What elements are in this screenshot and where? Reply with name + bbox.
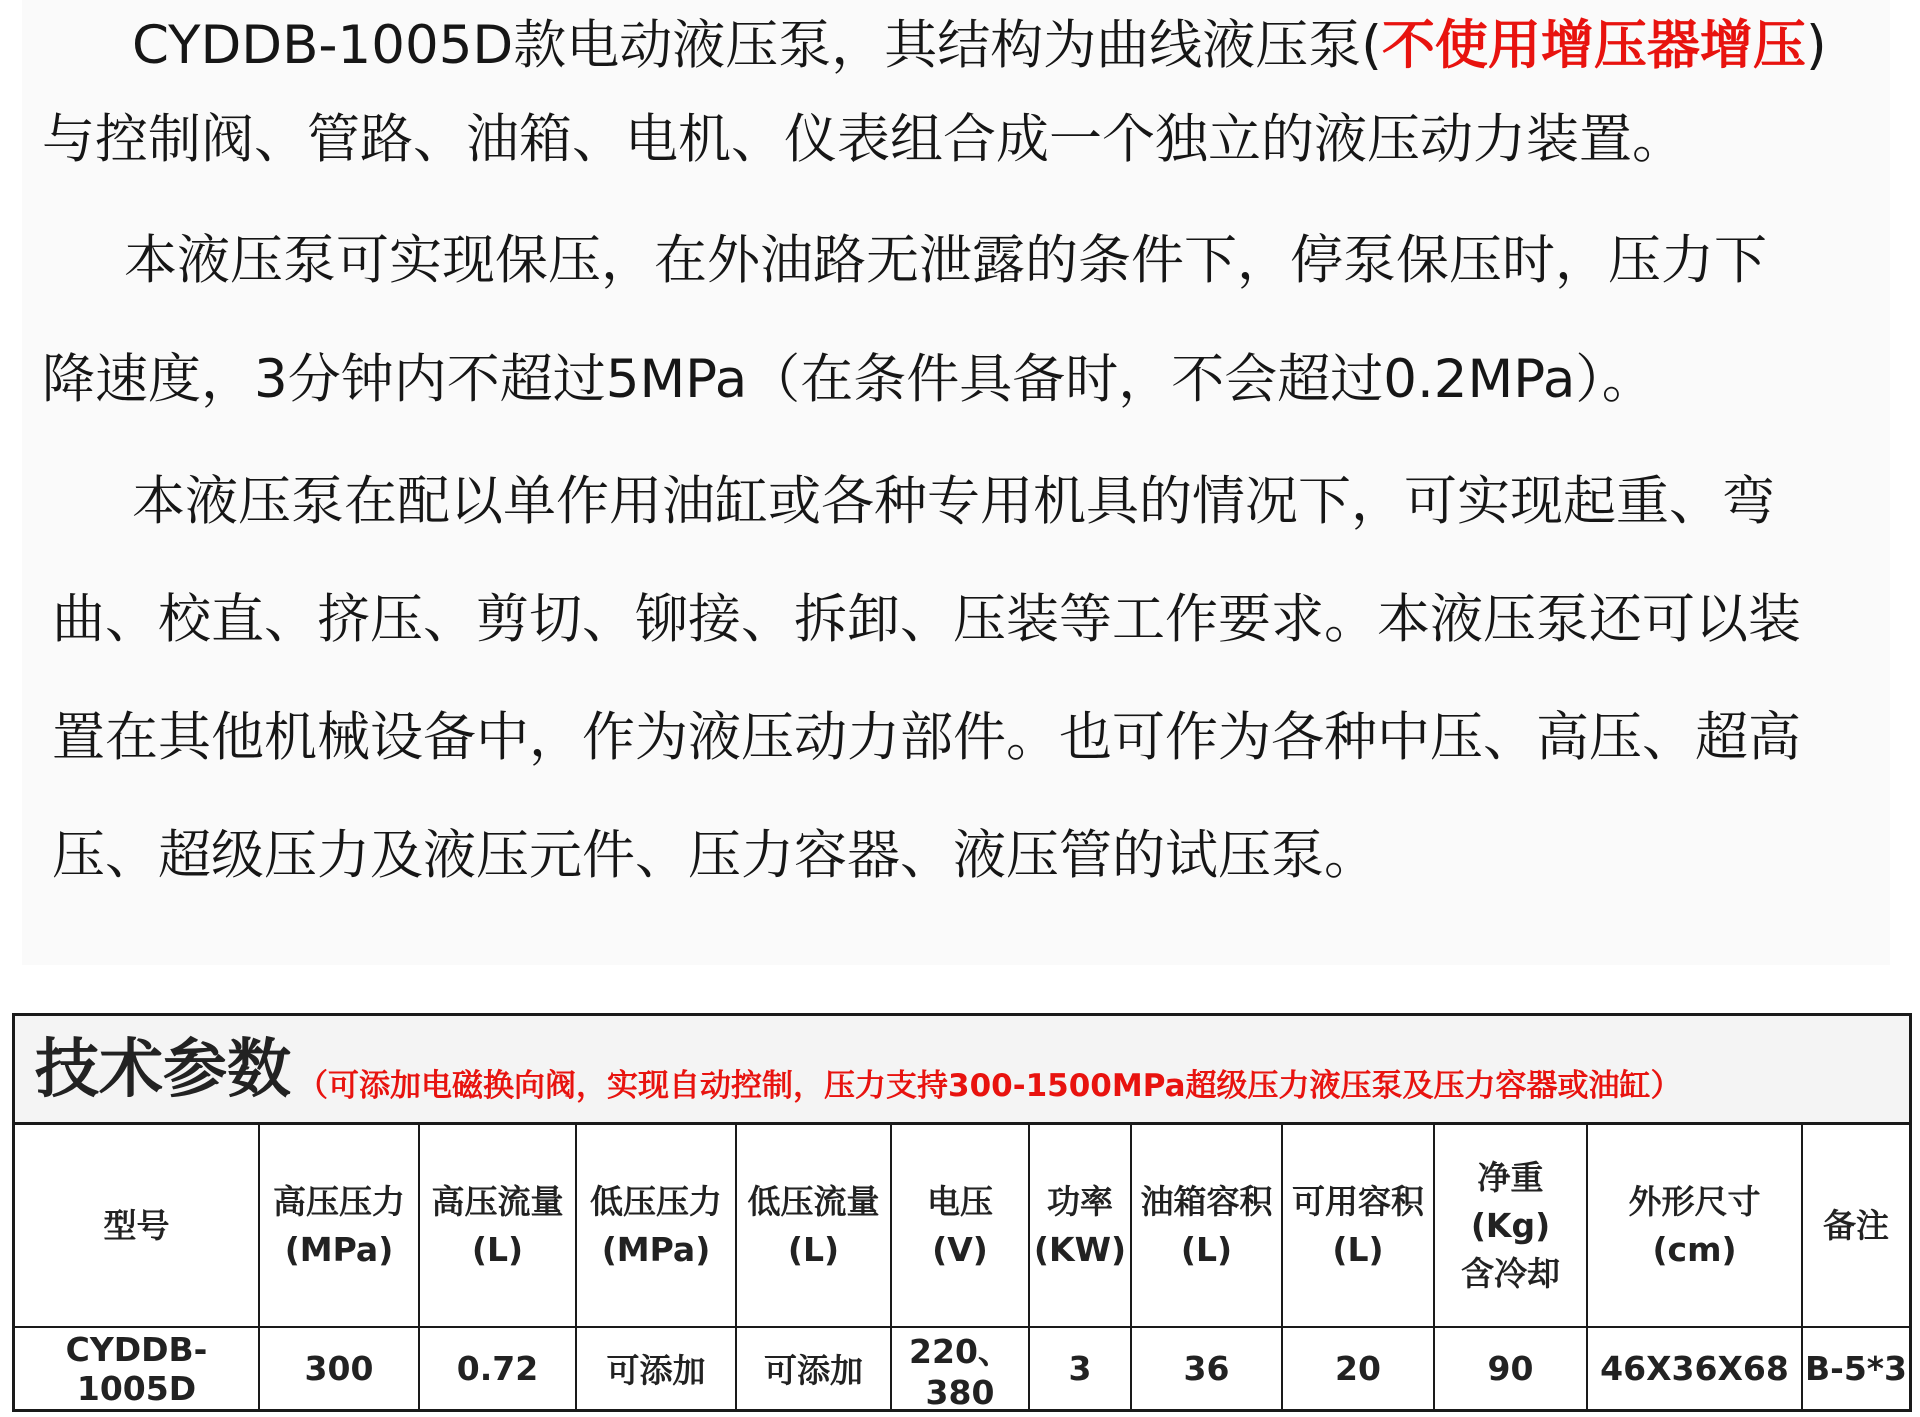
header-cell [420, 1125, 577, 1328]
header-cell-line: (cm) [1652, 1229, 1737, 1269]
intro-line-8: 压、超级压力及液压元件、压力容器、液压管的试压泵。 [52, 825, 1377, 886]
intro-line-1-suffix: ) [1805, 15, 1827, 76]
intro-line-6: 曲、校直、挤压、剪切、铆接、拆卸、压装等工作要求。本液压泵还可以装 [52, 589, 1801, 650]
intro-line-2: 与控制阀、管路、油箱、电机、仪表组合成一个独立的液压动力装置。 [42, 109, 1685, 170]
header-cell-line: 含冷却 [1461, 1253, 1560, 1293]
header-cell-line: (MPa) [601, 1229, 711, 1269]
header-cell-line: (L) [1332, 1229, 1384, 1269]
header-cell-line: 外形尺寸 [1628, 1181, 1761, 1221]
data-cell: 46X36X68 [1588, 1328, 1803, 1409]
data-cell: 220、380 [892, 1328, 1030, 1409]
data-cell: CYDDB-1005D [15, 1328, 260, 1409]
data-cell: 36 [1132, 1328, 1283, 1409]
header-cell-line: 型号 [103, 1205, 170, 1245]
header-cell-line: 低压压力 [590, 1181, 722, 1221]
intro-line-3: 本液压泵可实现保压，在外油路无泄露的条件下，停泵保压时，压力下 [124, 230, 1767, 291]
data-cell: 可添加 [737, 1328, 892, 1409]
header-cell-line: 高压流量 [431, 1181, 564, 1221]
header-cell-line: (KW) [1033, 1229, 1127, 1269]
spec-table-title: 技术参数 [35, 1033, 291, 1107]
data-cell: 20 [1283, 1328, 1435, 1409]
header-cell [1588, 1125, 1803, 1328]
header-cell-line: (V) [932, 1229, 988, 1269]
header-cell-line: 电压 [927, 1181, 993, 1221]
header-cell-line: (MPa) [284, 1229, 394, 1269]
header-cell [577, 1125, 737, 1328]
header-cell-line: (L) [471, 1229, 524, 1269]
header-cell [15, 1125, 260, 1328]
data-cell: B-5*3 [1804, 1349, 1908, 1388]
header-cell [1435, 1125, 1588, 1328]
intro-line-4: 降速度，3分钟内不超过5MPa（在条件具备时，不会超过0.2MPa）。 [42, 349, 1655, 410]
header-cell-line: (Kg) [1470, 1205, 1551, 1245]
data-cell: 3 [1030, 1328, 1132, 1409]
intro-line-5: 本液压泵在配以单作用油缸或各种专用机具的情况下，可实现起重、弯 [132, 471, 1775, 532]
header-cell [1132, 1125, 1283, 1328]
spec-table-title-bar [15, 1016, 1909, 1125]
data-cell: 可添加 [577, 1328, 737, 1409]
header-cell [892, 1125, 1030, 1328]
header-cell-line: 备注 [1823, 1205, 1889, 1245]
intro-line-1-prefix: CYDDB-1005D款电动液压泵，其结构为曲线液压泵( [132, 15, 1382, 76]
header-cell-line: 油箱容积 [1140, 1181, 1273, 1221]
data-cell: 300 [260, 1328, 420, 1409]
header-cell [1030, 1125, 1132, 1328]
intro-line-1-highlight: 不使用增压器增压 [1381, 15, 1806, 76]
header-cell [1283, 1125, 1435, 1328]
header-cell-line: 功率 [1047, 1181, 1113, 1221]
data-cell: 0.72 [420, 1328, 577, 1409]
header-cell-line: 高压压力 [273, 1181, 405, 1221]
header-cell-line: (L) [1180, 1229, 1233, 1269]
intro-line-1 [132, 16, 1827, 76]
header-cell [260, 1125, 420, 1328]
header-cell-line: (L) [787, 1229, 840, 1269]
header-cell [1803, 1125, 1909, 1328]
header-cell-line: 可用容积 [1292, 1181, 1424, 1221]
data-cell: 90 [1435, 1328, 1588, 1409]
header-cell-line: 低压流量 [747, 1181, 880, 1221]
spec-table [12, 1013, 1912, 1412]
header-cell [737, 1125, 892, 1328]
spec-table-note: （可添加电磁换向阀，实现自动控制，压力支持300-1500MPa超级压力液压泵及压力容器或油缸） [297, 1068, 1682, 1104]
intro-line-7: 置在其他机械设备中，作为液压动力部件。也可作为各种中压、高压、超高 [52, 707, 1801, 768]
header-cell-line: 净重 [1477, 1157, 1544, 1197]
